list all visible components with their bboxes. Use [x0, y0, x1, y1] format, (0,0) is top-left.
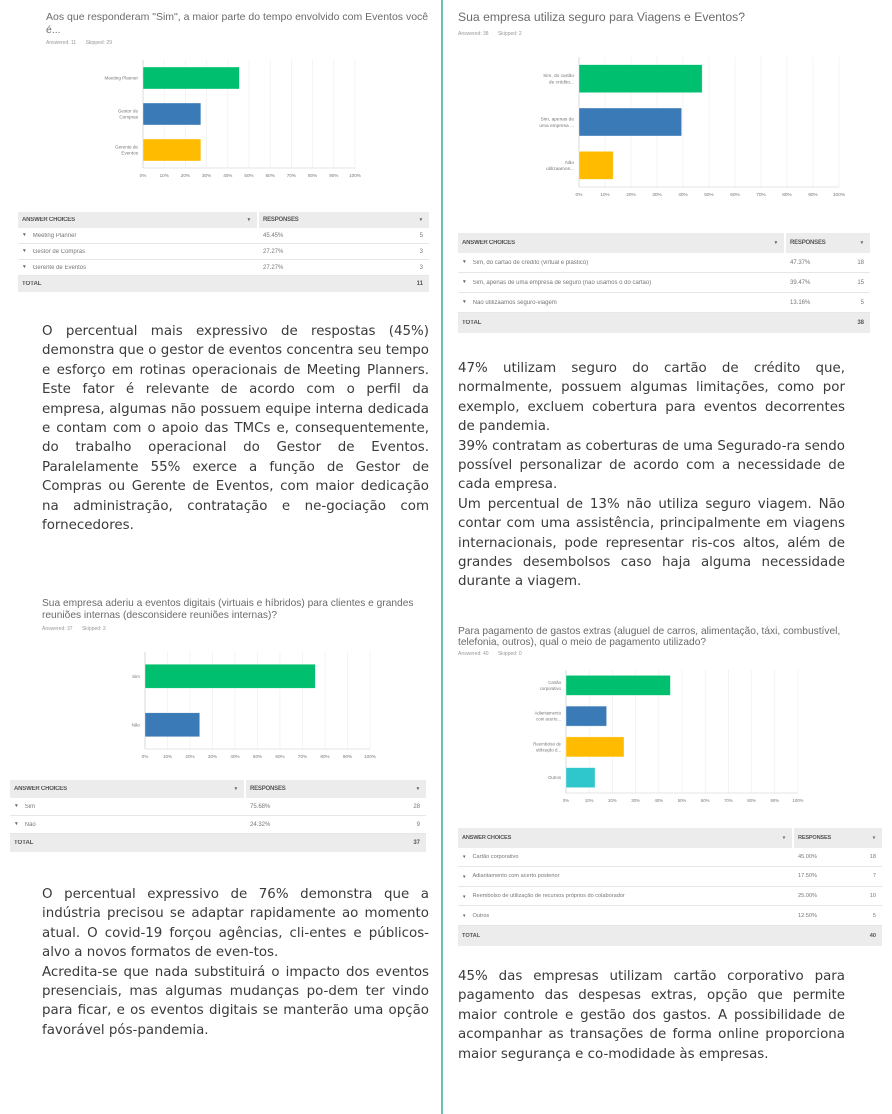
bar-0	[566, 675, 670, 695]
response-percent: 13.16%	[790, 299, 811, 306]
response-cells	[792, 873, 882, 879]
answer-choice-cell[interactable]	[458, 893, 792, 899]
sort-caret-icon[interactable]: ▼	[781, 835, 786, 841]
response-percent: 75.68%	[250, 803, 271, 810]
q4-title: Para pagamento de gastos extras (aluguel de carros, alimentação, táxi, combustível, telefonia, outros), qual o meio de pagamento utilizado?	[458, 626, 841, 648]
x-tick-label: 100%	[792, 798, 804, 803]
x-tick-label: 10%	[584, 798, 594, 803]
q1-title: Aos que responderam "Sim", a maior parte do tempo envolvido com Eventos você é...	[46, 11, 429, 36]
total-label: TOTAL	[22, 281, 42, 287]
q4-analysis-paragraph	[458, 967, 845, 1064]
q3-header	[42, 598, 434, 632]
x-tick-label: 70%	[297, 754, 308, 759]
x-tick-label: 20%	[608, 798, 617, 803]
response-cells	[244, 822, 426, 828]
total-value: 11	[416, 281, 423, 287]
x-tick-label: 10%	[162, 754, 173, 759]
x-tick-label: 0%	[139, 173, 147, 178]
chart-svg	[0, 60, 440, 185]
table-row[interactable]	[458, 253, 870, 273]
sort-caret-icon[interactable]: ▼	[246, 217, 251, 223]
bar-1	[579, 108, 682, 136]
category-label: Adiantamento	[534, 710, 561, 716]
response-cells	[784, 300, 870, 306]
response-cells	[792, 893, 882, 899]
q3-analysis-paragraph	[42, 885, 429, 1040]
expand-caret-icon[interactable]: ▼	[462, 260, 467, 265]
x-tick-label: 70%	[724, 798, 733, 803]
answer-choices-label: ANSWER CHOICES	[462, 240, 515, 246]
table-row[interactable]	[18, 244, 429, 260]
response-count: 28	[413, 803, 420, 810]
q3-answered: Answered: 37	[42, 626, 73, 633]
answer-choice-cell[interactable]	[458, 280, 784, 286]
x-tick-label: 10%	[159, 173, 169, 178]
q3-chart	[0, 652, 440, 762]
table-total-row	[458, 313, 870, 333]
category-label: Sim, apenas de	[540, 117, 574, 123]
answer-choice-label: Gerente de Eventos	[32, 264, 87, 271]
chart-svg	[0, 652, 440, 762]
table-row[interactable]	[10, 816, 426, 834]
category-label: de crédito...	[548, 80, 574, 86]
responses-header[interactable]	[259, 217, 429, 223]
expand-caret-icon[interactable]: ▼	[14, 822, 19, 827]
bar-1	[143, 103, 201, 125]
answer-choice-cell[interactable]	[458, 300, 784, 306]
table-row[interactable]	[458, 848, 882, 868]
answer-choices-label: ANSWER CHOICES	[14, 786, 67, 792]
category-label: Cartão	[548, 679, 561, 685]
x-tick-label: 60%	[265, 173, 275, 178]
bar-2	[566, 737, 624, 757]
q1-chart	[0, 60, 440, 185]
chart-svg	[445, 670, 892, 810]
table-row[interactable]	[458, 867, 882, 887]
total-label: TOTAL	[462, 320, 482, 326]
q3-paragraph-2: Acredita-se que nada substituirá o impacto dos eventos presenciais, mas algumas mudanças po-dem ter vindo para ficar, e os eventos digitais se manterão uma opção favorável pós-pandemia.	[42, 964, 429, 1038]
sort-caret-icon[interactable]: ▼	[773, 240, 778, 246]
answer-choice-label: Sim	[24, 803, 36, 810]
expand-caret-icon[interactable]: ▼	[462, 893, 467, 899]
response-count: 5	[860, 299, 864, 306]
x-tick-label: 20%	[185, 754, 195, 759]
x-tick-label: 40%	[678, 193, 688, 198]
answer-choices-label: ANSWER CHOICES	[462, 834, 512, 841]
q1-meta	[46, 40, 436, 46]
category-label: utilizaamos...	[546, 167, 574, 173]
x-tick-label: 40%	[223, 173, 233, 178]
response-count: 3	[419, 248, 423, 255]
expand-caret-icon[interactable]: ▼	[462, 280, 467, 285]
answer-choices-header[interactable]	[458, 240, 784, 246]
category-label: Meeting Planner	[104, 75, 138, 81]
response-count: 7	[872, 873, 876, 880]
q4-chart	[445, 670, 892, 810]
x-tick-label: 50%	[244, 173, 254, 178]
answer-choice-cell[interactable]	[458, 873, 792, 879]
q2-answered: Answered: 38	[458, 30, 489, 37]
sort-caret-icon[interactable]: ▼	[233, 786, 238, 792]
table-row[interactable]	[458, 273, 870, 293]
answer-choice-label: Sim, do cartão de crédito (virtual e plástico)	[472, 259, 589, 266]
x-tick-label: 80%	[307, 173, 318, 178]
response-count: 18	[857, 259, 864, 266]
table-total-row	[10, 834, 426, 852]
expand-caret-icon[interactable]: ▼	[22, 233, 27, 238]
bar-2	[579, 151, 613, 179]
category-label: Não	[131, 722, 140, 728]
q1-answered: Answered: 11	[46, 40, 77, 47]
answer-choices-header[interactable]	[458, 835, 792, 841]
q2-paragraph-2: 39% contratam as coberturas de uma Segurado-ra sendo possível personalizar de acordo com a necessidade de cada empresa.	[458, 438, 845, 493]
expand-caret-icon[interactable]: ▼	[14, 804, 19, 809]
answer-choice-cell[interactable]	[10, 804, 244, 810]
response-percent: 47.37%	[790, 259, 811, 266]
expand-caret-icon[interactable]: ▼	[462, 873, 467, 879]
x-tick-label: 30%	[631, 798, 640, 803]
responses-label: RESPONSES	[798, 834, 832, 841]
x-tick-label: 100%	[364, 754, 376, 759]
response-count: 5	[872, 912, 876, 919]
answer-choice-cell[interactable]	[458, 854, 792, 860]
x-tick-label: 90%	[770, 798, 780, 803]
sort-caret-icon[interactable]: ▼	[415, 786, 420, 792]
chart-svg	[445, 57, 892, 207]
total-label: TOTAL	[14, 840, 34, 846]
x-tick-label: 60%	[275, 754, 285, 759]
q4-response-table	[458, 828, 882, 946]
q4-meta	[458, 651, 878, 657]
q2-meta	[458, 31, 878, 37]
table-header	[458, 233, 870, 253]
x-tick-label: 100%	[349, 173, 361, 178]
x-tick-label: 30%	[207, 754, 218, 759]
x-tick-label: 50%	[252, 754, 263, 759]
response-percent: 27.27%	[263, 248, 284, 255]
response-count: 9	[416, 821, 420, 828]
x-tick-label: 80%	[320, 754, 330, 759]
responses-header[interactable]	[786, 240, 870, 246]
x-tick-label: 60%	[730, 193, 740, 198]
table-header	[458, 828, 882, 848]
table-row[interactable]	[18, 228, 429, 244]
response-cells	[257, 233, 429, 239]
x-tick-label: 0%	[562, 798, 570, 803]
category-label: utilização d...	[535, 747, 561, 753]
response-percent: 25.00%	[798, 893, 817, 900]
answer-choice-label: Gestor de Compras	[32, 248, 86, 255]
answer-choice-label: Meeting Planner	[32, 232, 77, 239]
response-count: 10	[869, 893, 876, 900]
sort-caret-icon[interactable]: ▼	[418, 217, 423, 223]
bar-0	[143, 67, 239, 89]
q4-header	[458, 627, 878, 657]
answer-choice-cell[interactable]	[458, 260, 784, 266]
q3-response-table	[10, 780, 426, 852]
response-count: 5	[419, 232, 423, 239]
response-cells	[784, 280, 870, 286]
q2-skipped: Skipped: 2	[497, 30, 522, 37]
answer-choices-label: ANSWER CHOICES	[22, 217, 75, 223]
answer-choice-label: Não utilizaamos seguro-viagem	[472, 299, 557, 306]
table-total-row	[18, 276, 429, 292]
answer-choices-header[interactable]	[18, 217, 257, 223]
response-percent: 12.50%	[798, 912, 817, 919]
total-value: 37	[413, 840, 420, 846]
q3-meta	[42, 626, 434, 632]
response-percent: 39.47%	[790, 279, 811, 286]
answer-choice-label: Não	[24, 821, 36, 828]
response-count: 15	[857, 279, 864, 286]
x-tick-label: 90%	[342, 754, 353, 759]
response-percent: 17.50%	[798, 873, 817, 880]
total-value: 38	[857, 320, 864, 326]
answer-choice-label: Reembolso de utilização de recursos próprios do colaborador	[472, 893, 625, 900]
x-tick-label: 40%	[654, 798, 664, 803]
response-count: 18	[869, 853, 876, 860]
category-label: corporativo	[539, 685, 561, 691]
category-label: com acerto...	[536, 716, 561, 722]
q2-paragraph-1: 47% utilizam seguro do cartão de crédito que, normalmente, possuem algumas limitações, como por exemplo, excluem cobertura para eventos decorrentes de pandemia.	[458, 361, 845, 435]
category-label: Compras	[119, 114, 138, 120]
q2-chart	[445, 57, 892, 207]
answer-choice-label: Sim, apenas de uma empresa de seguro (não usamos o do cartão)	[472, 279, 652, 286]
table-row[interactable]	[458, 293, 870, 313]
response-percent: 45.00%	[798, 853, 817, 860]
bar-1	[145, 713, 200, 737]
bar-0	[579, 65, 702, 93]
bar-2	[143, 139, 201, 161]
x-tick-label: 60%	[700, 798, 710, 803]
table-header	[18, 212, 429, 228]
expand-caret-icon[interactable]: ▼	[462, 854, 467, 860]
expand-caret-icon[interactable]: ▼	[462, 913, 467, 919]
x-tick-label: 90%	[808, 193, 818, 198]
q3-skipped: Skipped: 3	[81, 626, 106, 633]
sort-caret-icon[interactable]: ▼	[871, 835, 876, 841]
responses-label: RESPONSES	[790, 240, 826, 246]
category-label: Sim	[132, 673, 140, 679]
table-row[interactable]	[458, 887, 882, 907]
x-tick-label: 0%	[141, 754, 149, 759]
expand-caret-icon[interactable]: ▼	[462, 300, 467, 305]
expand-caret-icon[interactable]: ▼	[22, 265, 27, 270]
table-row[interactable]	[458, 906, 882, 926]
responses-header[interactable]	[246, 786, 426, 792]
x-tick-label: 20%	[180, 173, 191, 178]
bar-0	[145, 664, 315, 688]
category-label: Eventos	[121, 150, 138, 156]
responses-label: RESPONSES	[263, 217, 299, 223]
q2-analysis-paragraph	[458, 359, 845, 592]
answer-choice-label: Adiantamento com acerto posterior	[472, 873, 560, 880]
category-label: uma empresa ...	[539, 123, 574, 129]
q2-response-table	[458, 233, 870, 333]
x-tick-label: 50%	[704, 193, 714, 198]
answer-choice-cell[interactable]	[18, 233, 257, 239]
sort-caret-icon[interactable]: ▼	[859, 240, 864, 246]
bar-3	[566, 768, 595, 788]
x-tick-label: 80%	[782, 193, 792, 198]
x-tick-label: 100%	[832, 193, 846, 198]
category-label: Não	[565, 160, 574, 166]
q1-header	[46, 11, 436, 46]
x-tick-label: 20%	[626, 193, 636, 198]
x-tick-label: 70%	[286, 173, 297, 178]
x-tick-label: 0%	[575, 193, 583, 198]
response-cells	[257, 249, 429, 255]
category-label: Gestor de	[117, 108, 138, 114]
response-cells	[244, 804, 426, 810]
table-header	[10, 780, 426, 798]
table-row[interactable]	[18, 260, 429, 276]
responses-header[interactable]	[794, 835, 882, 841]
q4-answered: Answered: 40	[458, 651, 489, 658]
response-cells	[792, 913, 882, 919]
answer-choice-label: Cartão corporativo	[472, 853, 519, 860]
total-label: TOTAL	[462, 932, 481, 939]
total-value: 40	[869, 932, 876, 939]
x-tick-label: 50%	[677, 798, 687, 803]
q2-title: Sua empresa utiliza seguro para Viagens e Eventos?	[458, 10, 746, 24]
category-label: Reembolso de	[533, 741, 561, 747]
q1-skipped: Skipped: 29	[85, 40, 113, 47]
answer-choice-cell[interactable]	[18, 265, 257, 271]
expand-caret-icon[interactable]: ▼	[22, 249, 27, 254]
x-tick-label: 10%	[600, 193, 610, 198]
category-label: Sim, do cartão	[543, 74, 574, 80]
q4-paragraph-text: 45% das empresas utilizam cartão corporativo para pagamento das despesas extras, opção que permite maior controle e gestão dos gastos. A possibilidade de acompanhar as transações de forma online proporciona maior segurança e co-modidade às empresas.	[458, 969, 845, 1062]
category-label: Outros	[548, 775, 561, 781]
responses-label: RESPONSES	[250, 786, 286, 792]
table-total-row	[458, 926, 882, 946]
q1-analysis-paragraph	[42, 322, 429, 535]
response-cells	[784, 260, 870, 266]
x-tick-label: 30%	[652, 193, 662, 198]
q1-response-table	[18, 212, 429, 292]
response-cells	[792, 854, 882, 860]
response-count: 3	[419, 264, 423, 271]
q2-paragraph-3: Um percentual de 13% não utiliza seguro viagem. Não contar com uma assistência, principalmente em viagens internacionais, pode representar ris-cos altos, além de grandes desembolsos caso haja alguma necessidade durante a viagem.	[458, 496, 845, 590]
table-row[interactable]	[10, 798, 426, 816]
response-percent: 27.27%	[263, 264, 284, 271]
q1-paragraph-text: O percentual mais expressivo de respostas (45%) demonstra que o gestor de eventos concentra seu tempo e esforço em rotinas operacionais de Meeting Planners. Este fator é relevante de acordo com o perfil da empresa, algumas não possuem equipe interna dedicada e contam com o apoio das TMCs e, consequentemente, do trabalho operacional do Gestor de Eventos. Paralelamente 55% exerce a função de Gestor de Compras ou Gerente de Eventos, com maior dedicação na administração, contratação e ne-gociação com fornecedores.	[42, 324, 429, 534]
answer-choice-cell[interactable]	[18, 249, 257, 255]
q2-header	[458, 10, 878, 37]
x-tick-label: 40%	[230, 754, 240, 759]
answer-choices-header[interactable]	[10, 786, 244, 792]
response-percent: 45.45%	[263, 232, 284, 239]
q3-title: Sua empresa aderiu a eventos digitais (virtuais e híbridos) para clientes e grandes reuniões internas (desconsidere reuniões internas)?	[42, 598, 414, 622]
q3-paragraph-1: O percentual expressivo de 76% demonstra que a indústria precisou se adaptar rapidamente ao momento atual. O covid-19 forçou agências, cli-entes e públicos-alvo a novos formatos de even-tos.	[42, 887, 429, 961]
x-tick-label: 90%	[329, 173, 339, 178]
x-tick-label: 30%	[201, 173, 212, 178]
category-label: Gerente de	[115, 144, 138, 150]
response-percent: 24.32%	[250, 821, 271, 828]
answer-choice-label: Outros	[472, 912, 490, 919]
column-divider	[441, 0, 443, 1114]
x-tick-label: 80%	[747, 798, 756, 803]
answer-choice-cell[interactable]	[10, 822, 244, 828]
bar-1	[566, 706, 607, 726]
x-tick-label: 70%	[756, 193, 766, 198]
q4-skipped: Skipped: 0	[497, 651, 522, 658]
response-cells	[257, 265, 429, 271]
answer-choice-cell[interactable]	[458, 913, 792, 919]
